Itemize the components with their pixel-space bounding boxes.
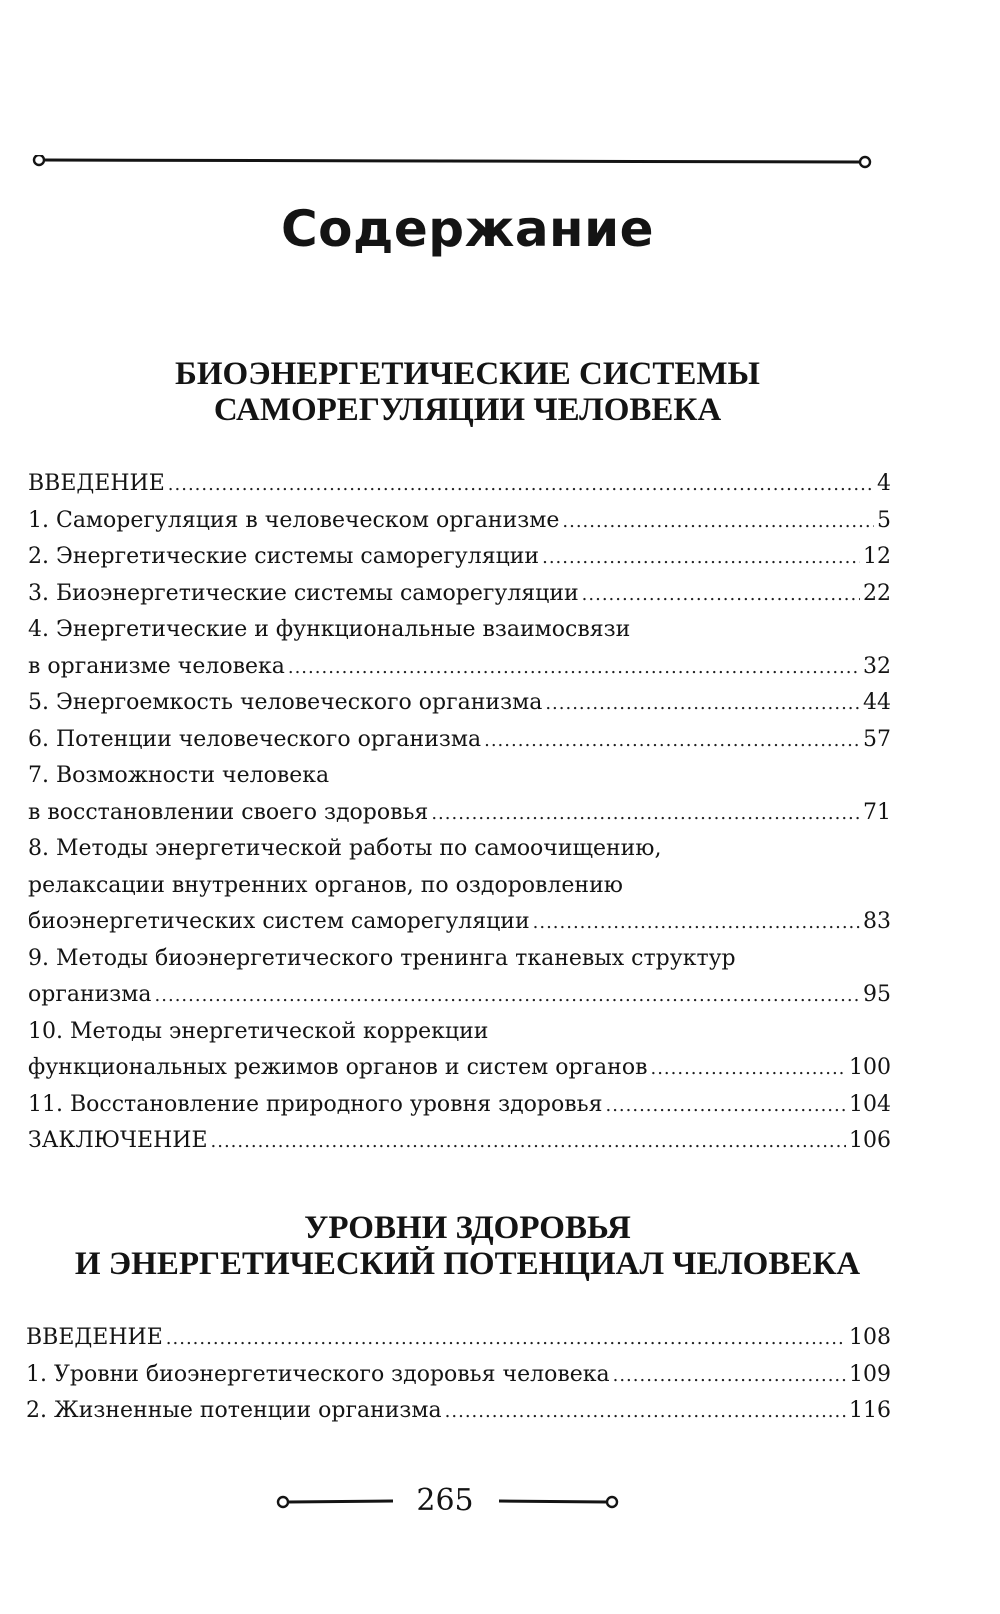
toc-entry-line — [28, 795, 891, 832]
toc-entry-line — [28, 1087, 891, 1124]
toc-entry-text: в организме человека — [28, 653, 285, 679]
toc-page-number: 5 — [877, 507, 891, 533]
toc-entry-line — [28, 1050, 891, 1087]
toc-page-number: 104 — [849, 1091, 891, 1117]
toc-entry-line — [28, 941, 891, 978]
section-heading-2 — [0, 1210, 935, 1282]
toc-page-number: 4 — [877, 471, 891, 496]
dot-leader — [211, 1124, 846, 1161]
dot-leader — [155, 978, 860, 1015]
toc-entry-text: 1. Саморегуляция в человеческом организме — [28, 507, 560, 533]
section-heading-line: САМОРЕГУЛЯЦИИ ЧЕЛОВЕКА — [213, 392, 722, 428]
page-number: 265 — [416, 1483, 474, 1518]
toc-entry-line — [28, 539, 891, 576]
toc-entry-line — [28, 612, 891, 649]
page-footer — [0, 1480, 1000, 1524]
toc-entry-text: ЗАКЛЮЧЕНИЕ — [28, 1128, 208, 1153]
toc-entry-text: 5. Энергоемкость человеческого организма — [28, 690, 543, 715]
section-heading-line: БИОЭНЕРГЕТИЧЕСКИЕ СИСТЕМЫ — [175, 356, 760, 392]
top-decorative-rule — [30, 155, 900, 171]
toc-entry — [28, 758, 891, 831]
toc-page-number: 100 — [849, 1055, 891, 1080]
toc-page-number: 116 — [849, 1398, 891, 1423]
dot-leader — [545, 686, 860, 723]
section-heading-1 — [0, 356, 935, 428]
toc-entry-line — [28, 904, 891, 941]
toc-entry-text: функциональных режимов органов и систем органов — [28, 1055, 648, 1080]
toc-entry — [28, 612, 891, 685]
toc-entry-line — [28, 722, 891, 759]
toc-page-number: 44 — [863, 690, 891, 715]
toc-entry-text: 10. Методы энергетической коррекции — [28, 1018, 489, 1044]
dot-leader — [445, 1394, 846, 1431]
toc-entry-line — [28, 649, 891, 686]
toc-page-number: 57 — [863, 726, 891, 752]
toc-entry — [28, 1123, 891, 1160]
dot-leader — [605, 1088, 846, 1125]
toc-entry-text: в восстановлении своего здоровья — [28, 799, 429, 825]
toc-list-section-1 — [28, 466, 891, 1160]
toc-entry-text: 4. Энергетические и функциональные взаимосвязи — [28, 617, 631, 642]
toc-page-number: 22 — [863, 580, 891, 606]
dot-leader — [484, 723, 860, 760]
toc-entry-text: 1. Уровни биоэнергетического здоровья человека — [26, 1361, 610, 1387]
footer-ornament-right — [495, 1480, 620, 1520]
toc-entry — [28, 576, 891, 613]
toc-entry — [28, 466, 891, 503]
toc-entry-text: 8. Методы энергетической работы по самоочищению, — [28, 836, 662, 861]
toc-entry-text: релаксации внутренних органов, по оздоровлению — [28, 872, 623, 898]
toc-entry-text: организма — [28, 982, 152, 1007]
toc-entry — [28, 831, 891, 941]
toc-entry-line — [28, 868, 891, 905]
toc-entry-line — [28, 685, 891, 722]
toc-entry — [26, 1393, 891, 1430]
toc-entry-line — [28, 831, 891, 868]
dot-leader — [582, 577, 860, 614]
dot-leader — [431, 796, 860, 833]
toc-entry — [28, 1014, 891, 1087]
toc-entry — [28, 539, 891, 576]
toc-entry — [26, 1320, 891, 1357]
section-heading-line: УРОВНИ ЗДОРОВЬЯ — [304, 1210, 631, 1246]
dot-leader — [542, 540, 860, 577]
toc-entry-line — [28, 1123, 891, 1160]
toc-entry — [28, 941, 891, 1014]
toc-entry-line — [28, 576, 891, 613]
toc-entry-line — [28, 466, 891, 503]
toc-entry-line — [26, 1393, 891, 1430]
toc-entry-line — [28, 1014, 891, 1051]
dot-leader — [650, 1051, 846, 1088]
toc-entry-line — [28, 503, 891, 540]
toc-entry-text: 7. Возможности человека — [28, 763, 330, 788]
footer-ornament-left — [275, 1480, 400, 1520]
toc-entry-text: 2. Энергетические системы саморегуляции — [28, 544, 540, 569]
toc-entry-line — [26, 1320, 891, 1357]
toc-entry-text: ВВЕДЕНИЕ — [28, 471, 165, 496]
toc-entry — [28, 1087, 891, 1124]
dot-leader — [168, 467, 874, 504]
toc-page-number: 32 — [863, 653, 891, 679]
toc-entry-line — [28, 977, 891, 1014]
dot-leader — [533, 905, 860, 942]
toc-entry — [28, 722, 891, 759]
toc-entry — [26, 1357, 891, 1394]
toc-entry — [28, 685, 891, 722]
toc-page-number: 109 — [849, 1361, 891, 1387]
toc-entry-line — [26, 1357, 891, 1394]
toc-page-number: 71 — [863, 799, 891, 825]
toc-page-number: 95 — [863, 982, 891, 1007]
toc-list-section-2 — [26, 1320, 891, 1430]
dot-leader — [288, 650, 860, 687]
toc-entry-text: биоэнергетических систем саморегуляции — [28, 909, 530, 934]
page-title: Содержание — [280, 200, 655, 258]
toc-entry-text: 2. Жизненные потенции организма — [26, 1398, 442, 1423]
toc-entry-text: 9. Методы биоэнергетического тренинга тканевых структур — [28, 945, 736, 971]
dot-leader — [166, 1321, 846, 1358]
toc-page-number: 12 — [863, 544, 891, 569]
toc-entry-text: 11. Восстановление природного уровня здоровья — [28, 1091, 603, 1117]
toc-entry-text: 3. Биоэнергетические системы саморегуляции — [28, 580, 579, 606]
toc-entry-text: ВВЕДЕНИЕ — [26, 1325, 163, 1350]
toc-page-number: 108 — [849, 1325, 891, 1350]
toc-entry — [28, 503, 891, 540]
toc-entry-text: 6. Потенции человеческого организма — [28, 726, 482, 752]
dot-leader — [613, 1358, 846, 1395]
section-heading-line: И ЭНЕРГЕТИЧЕСКИЙ ПОТЕНЦИАЛ ЧЕЛОВЕКА — [74, 1246, 861, 1282]
dot-leader — [562, 504, 874, 541]
toc-page-number: 83 — [863, 909, 891, 934]
toc-page-number: 106 — [849, 1128, 891, 1153]
toc-entry-line — [28, 758, 891, 795]
